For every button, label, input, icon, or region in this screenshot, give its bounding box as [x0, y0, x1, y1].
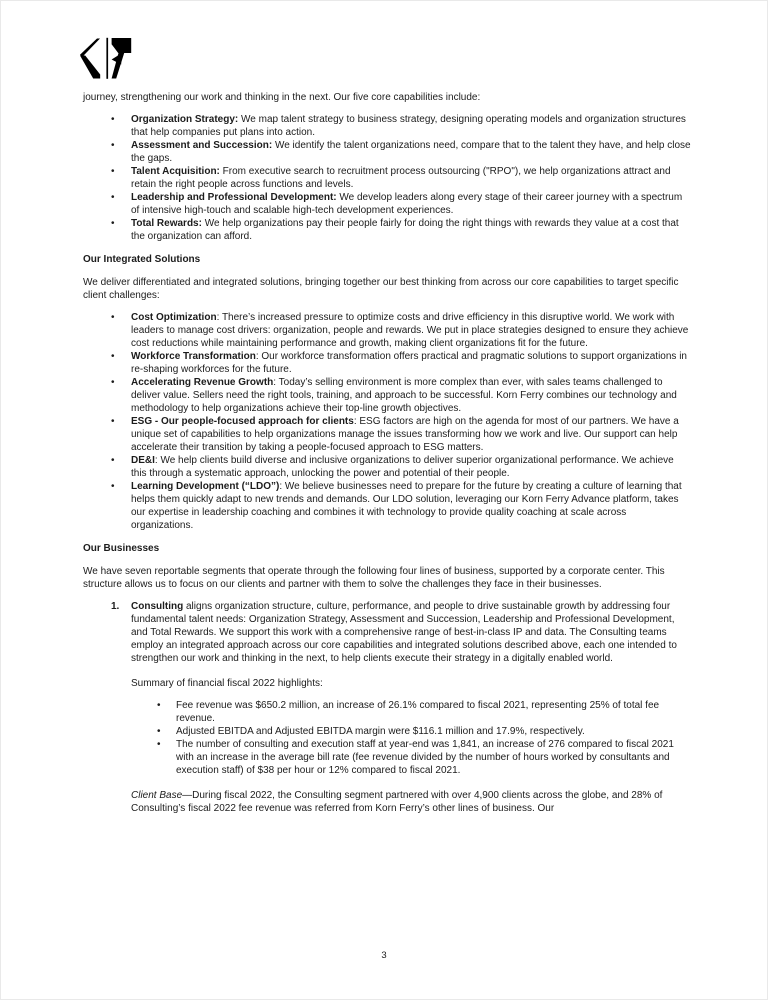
solution-text: : There’s increased pressure to optimize costs and drive efficiency in this disruptive world. We work with leaders to manage cost drivers: organization, people and rewards. We put in place strategies designed to ensure they achieve cost reductions while maintaining performance and growth, making client organizations fit for the future. [131, 312, 689, 349]
capability-item [83, 165, 691, 191]
solution-text: : We believe businesses need to prepare for the future by creating a culture of learning that helps them quickly adapt to new trends and demands. Our LDO solution, leveraging our Korn Ferry Advance platform, takes our expertise in leadership coaching and combines it with technology to provide quality coaching at scale across organizations. [131, 481, 682, 531]
solution-title: ESG - Our people-focused approach for clients [131, 416, 354, 427]
businesses-intro: We have seven reportable segments that operate through the following four lines of business, supported by a corporate center. This structure allows us to focus on our clients and partner with them to solve the challenges they face in their businesses. [83, 566, 665, 590]
consulting-description [131, 600, 691, 665]
solution-item [83, 454, 691, 480]
solution-text: : ESG factors are high on the agenda for most of our partners. We have a unique set of capabilities to help organizations manage the issues transforming how we work and live. Our support can help accelerate their transition by taking a people-focused approach to ESG matters. [131, 416, 679, 453]
highlight-item: • Fee revenue was $650.2 million, an increase of 26.1% compared to fiscal 2021, representing 25% of total fee revenue. [131, 699, 691, 725]
financial-highlights-list [131, 699, 691, 777]
capability-title: Talent Acquisition: [131, 166, 220, 177]
capability-item [83, 139, 691, 165]
document-body [83, 91, 691, 815]
section-heading-our-businesses: Our Businesses [83, 543, 160, 554]
solution-title: Cost Optimization [131, 312, 217, 323]
capability-item [83, 113, 691, 139]
solution-item [83, 311, 691, 350]
client-base-text: —During fiscal 2022, the Consulting segment partnered with over 4,900 clients across the globe, and 28% of Consulting’s fiscal 2022 fee revenue was referred from Korn Ferry’s other lines of business. Our [131, 790, 663, 814]
solution-title: Learning Development (“LDO”) [131, 481, 280, 492]
solution-text: : Our workforce transformation offers practical and pragmatic solutions to support organizations in re-shaping workforces for the future. [131, 351, 687, 375]
integrated-solutions-intro: We deliver differentiated and integrated solutions, bringing together our best thinking from across our core capabilities to target specific client challenges: [83, 277, 679, 301]
solution-text: : We help clients build diverse and inclusive organizations to deliver superior organizational performance. We achieve this through a systematic approach, unlocking the power and potential of their people. [131, 455, 674, 479]
solution-item [83, 350, 691, 376]
financial-summary-heading: Summary of financial fiscal 2022 highlights: [131, 678, 323, 689]
capability-title: Assessment and Succession: [131, 140, 273, 151]
solution-item [83, 376, 691, 415]
solution-item [83, 480, 691, 532]
solution-title: Workforce Transformation [131, 351, 256, 362]
business-lines-list [83, 600, 691, 815]
page-number: 3 [381, 950, 387, 961]
highlight-item: • Adjusted EBITDA and Adjusted EBITDA margin were $116.1 million and 17.9%, respectively. [131, 725, 691, 738]
capability-text: We develop leaders along every stage of their career journey with a spectrum of intensive high-touch and scalable high-tech development experiences. [131, 192, 683, 216]
solution-title: DE&I [131, 455, 155, 466]
capability-title: Total Rewards: [131, 218, 202, 229]
solution-text: : Today’s selling environment is more complex than ever, with sales teams challenged to deliver value. Sellers need the right tools, training, and approach to be successful. Korn Ferry combines our technology and methodology to help organizations achieve their top-line growth objectives. [131, 377, 677, 414]
capability-text: We identify the talent organizations need, compare that to the talent they have, and help close the gaps. [131, 140, 691, 164]
client-base-lead: Client Base [131, 790, 183, 801]
korn-ferry-logo-icon [78, 37, 134, 81]
solution-item [83, 415, 691, 454]
capability-text: From executive search to recruitment process outsourcing ("RPO"), we help organizations attract and retain the right people across functions and levels. [131, 166, 671, 190]
consulting-title: Consulting [131, 601, 184, 612]
client-base-paragraph [131, 789, 691, 815]
item-number: 1. [111, 601, 120, 612]
capability-item [83, 217, 691, 243]
capability-item [83, 191, 691, 217]
core-capabilities-list [83, 113, 691, 243]
consulting-text: aligns organization structure, culture, performance, and people to drive sustainable growth by addressing four fundamental talent needs: Organization Strategy, Assessment and Succession, Leadership and Professional Development, and Total Rewards. We support this work with a comprehensive range of best-in-class IP and data. The Consulting teams employ an integrated approach across our core capabilities and integrated solutions described above, each one intended to strengthen our work and thinking in the next, to help clients execute their strategy in a digitally enabled world. [131, 601, 677, 664]
capability-title: Leadership and Professional Development: [131, 192, 337, 203]
capability-text: We map talent strategy to business strategy, designing operating models and organization structures that help companies put plans into action. [131, 114, 686, 138]
capability-text: We help organizations pay their people fairly for doing the right things with rewards they value at a cost that the organization can afford. [131, 218, 679, 242]
business-item-consulting [83, 600, 691, 815]
integrated-solutions-list [83, 311, 691, 532]
section-heading-integrated-solutions: Our Integrated Solutions [83, 254, 201, 265]
intro-paragraph: journey, strengthening our work and thinking in the next. Our five core capabilities include: [83, 92, 481, 103]
solution-title: Accelerating Revenue Growth [131, 377, 274, 388]
highlight-item: • The number of consulting and execution staff at year-end was 1,841, an increase of 276 compared to fiscal 2021 with an increase in the average bill rate (fee revenue divided by the number of hours worked by consultants and execution staff) of $38 per hour or 12% compared to fiscal 2021. [131, 738, 691, 777]
capability-title: Organization Strategy: [131, 114, 239, 125]
